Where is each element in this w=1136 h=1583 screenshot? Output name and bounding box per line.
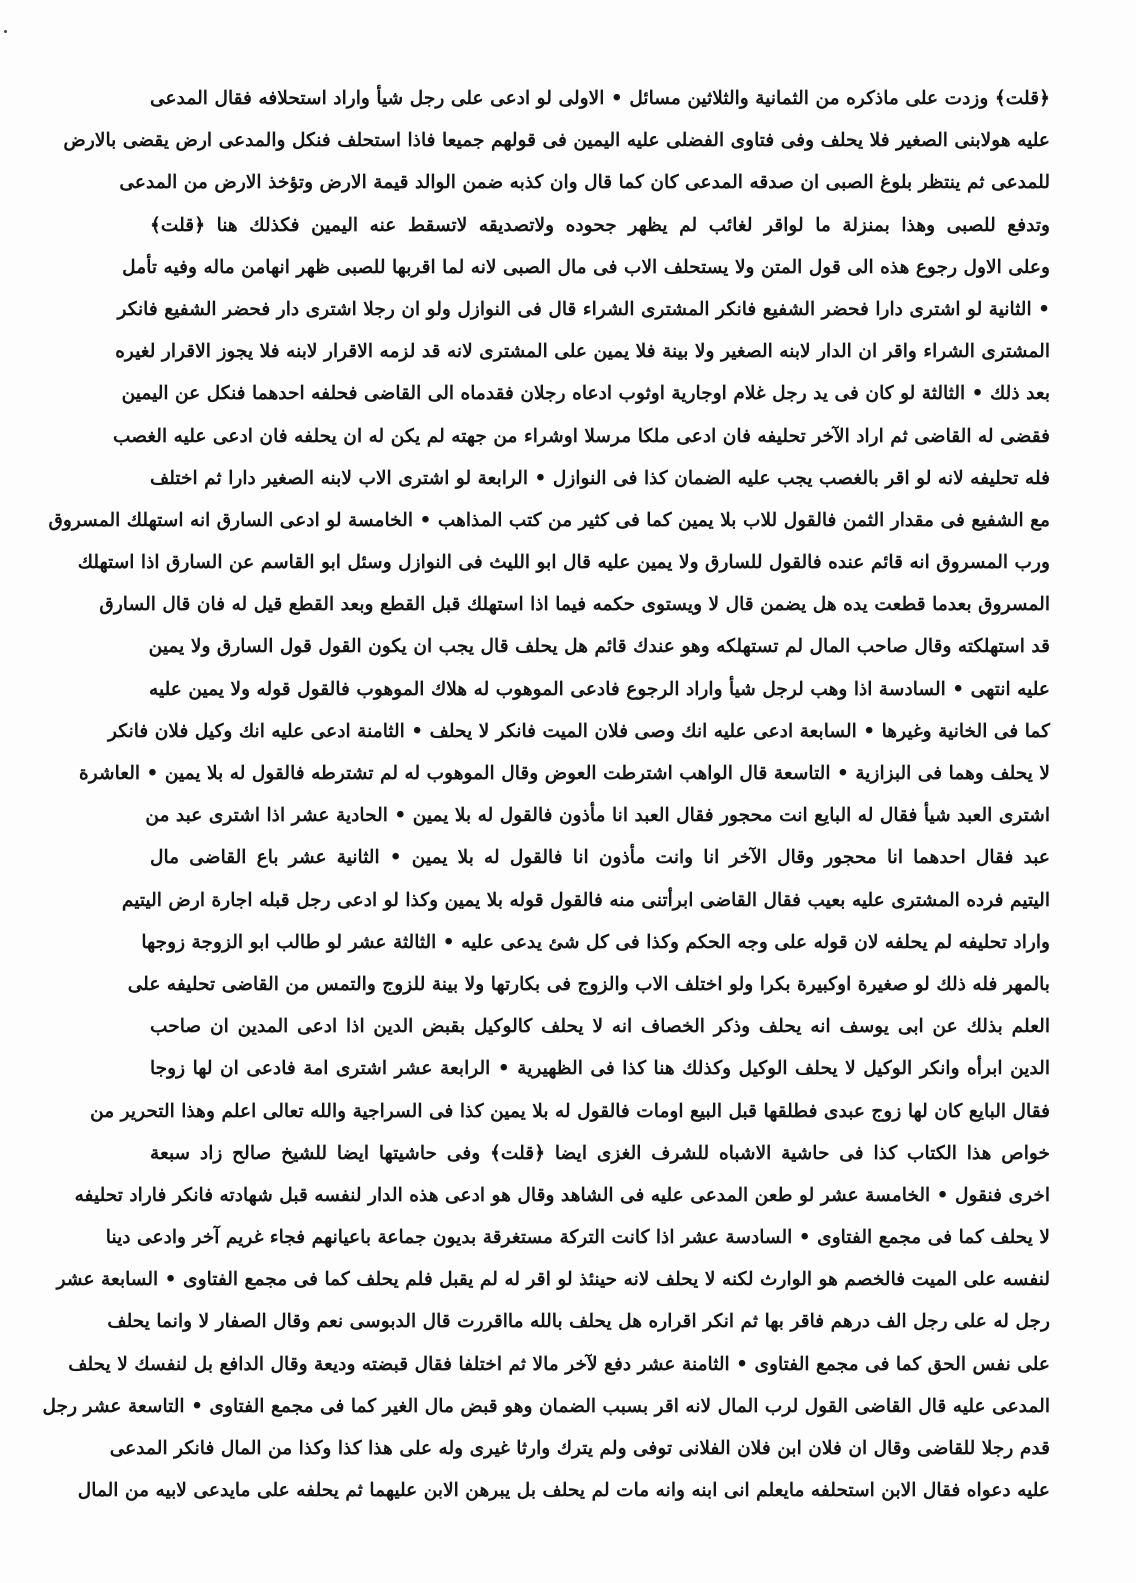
text-line: اشترى العبد شيأ فقال له البايع انت محجور فقال العبد انا مأذون فالقول له بلا يمين • الحادية عشر اذا اشترى عبد من xyxy=(145,805,1050,827)
text-line: قدم رجلا للقاضى وقال ان فلان ابن فلان الفلانى توفى ولم يترك وارثا غيرى وله على هذا كذا وكذا من المال فانكر المدعى xyxy=(109,1438,1050,1459)
text-line: • الثانية لو اشترى دارا فحضر الشفيع فانكر المشترى الشراء قال فى النوازل ولو ان رجلا اشترى دار فحضر الشفيع فانكر xyxy=(117,298,1050,320)
text-line: لا يحلف وهما فى البزازية • التاسعة قال الواهب اشترطت العوض وقال الموهوب له لم تشترطه فالقول له بلا يمين • العاشرة xyxy=(79,763,1050,784)
text-line: المسروق بعدما قطعت يده هل يضمن قال لا ويستوى حكمه فيما اذا استهلك قبل القطع وبعد القطع قيل له فان قال السارق xyxy=(99,594,1050,616)
text-line: فقال البايع كان لها زوج عبدى فطلقها قبل البيع اومات فالقول له بلا يمين كذا فى السراجية والله تعالى اعلم وهذا التحرير من xyxy=(90,1100,1050,1122)
text-line: وعلى الاول رجوع هذه الى قول المتن ولا يستحلف الاب فى مال الصبى لانه لما اقربها للصبى ظهر انهامن ماله وفيه تأمل xyxy=(122,256,1050,278)
text-line: المشترى الشراء واقر ان الدار لابنه الصغير ولا بينة فلا يمين على المشترى لانه قد لزمه الاقرار لابنه فلا يجوز الاقرار لغيره xyxy=(115,341,1050,363)
text-line: خواص هذا الكتاب كذا فى حاشية الاشباه للشرف الغزى ايضا ﴿قلت﴾ وفى حاشيتها ايضا للشيخ صالح زاد سبعة xyxy=(150,1142,1050,1164)
margin-dot xyxy=(4,30,7,33)
text-line: وتدفع للصبى وهذا بمنزلة ما لواقر لغائب لم يظهر جحوده ولاتصديقه لاتسقط عنه اليمين فكذلك هنا ﴿قلت﴾ xyxy=(150,214,1050,236)
text-line: اخرى فنقول • الخامسة عشر لو طعن المدعى عليه فى الشاهد وقال هو ادعى هذه الدار لنفسه قبل شهادته فانكر فاراد تحليفه xyxy=(74,1184,1050,1206)
text-line: عبد فقال احدهما انا محجور وقال الآخر انا وانت مأذون انا فالقول له بلا يمين • الثانية عشر باع القاضى مال xyxy=(150,847,1050,869)
text-line: عليه هولابنى الصغير فلا يحلف وفى فتاوى الفضلى عليه اليمين فى قولهم جميعا فاذا استحلف فنكل والمدعى ارض يقضى بالارض xyxy=(63,130,1050,152)
text-line: ﴿قلت﴾ وزدت على ماذكره من الثمانية والثلاثين مسائل • الاولى لو ادعى على رجل شيأ واراد استحلافه فقال المدعى xyxy=(150,88,1050,109)
text-line: بعد ذلك • الثالثة لو كان فى يد رجل غلام اوجارية اوثوب ادعاه رجلان فقدماه الى القاضى فحلفه احدهما فنكل عن اليمين xyxy=(121,383,1050,405)
text-line: كما فى الخانية وغيرها • السابعة ادعى عليه انك وصى فلان الميت فانكر لا يحلف • الثامنة ادعى عليه انك وكيل فلان فانكر xyxy=(108,720,1050,742)
text-block xyxy=(42,78,1050,1512)
text-line: على نفس الحق كما فى مجمع الفتاوى • الثامنة عشر دفع لآخر مالا ثم اختلفا فقال قبضته وديعة وقال الدافع بل لنفسك لا يحلف xyxy=(68,1353,1050,1375)
text-line: للمدعى ثم ينتظر بلوغ الصبى ان صدقه المدعى كان كما قال وان كذبه ضمن الوالد قيمة الارض وتؤخذ الارض من المدعى xyxy=(119,172,1050,194)
text-line: عليه انتهى • السادسة اذا وهب لرجل شيأ واراد الرجوع فادعى الموهوب له هلاك الموهوب فالقول قوله ولا يمين عليه xyxy=(149,678,1050,700)
text-line: الدين ابرأه وانكر الوكيل لا يحلف الوكيل وكذلك هنا كذا فى الظهيرية • الرابعة عشر اشترى امة فادعى ان لها زوجا xyxy=(150,1058,1050,1080)
text-line: بالمهر فله ذلك لو صغيرة اوكبيرة بكرا ولو اختلف الاب والزوج فى بكارتها ولا بينة للزوج والتمس من القاضى تحليفه على xyxy=(127,973,1050,995)
text-line: لنفسه على الميت فالخصم هو الوارث لكنه لا يحلف لانه حينئذ لو اقر له لم يقبل فلم يحلف كما فى مجمع الفتاوى • السابعة عشر xyxy=(56,1269,1050,1291)
text-line: اليتيم فرده المشترى عليه بعيب فقال القاضى ابرأتنى منه فالقول قوله بلا يمين وكذا لو ادعى رجل قبله اجارة ارض اليتيم xyxy=(121,889,1050,911)
text-line: مع الشفيع فى مقدار الثمن فالقول للاب بلا يمين كما فى كثير من كتب المذاهب • الخامسة لو ادعى السارق انه استهلك المسروق xyxy=(48,509,1050,531)
text-line: العلم بذلك عن ابى يوسف انه يحلف وذكر الخصاف انه لا يحلف كالوكيل بقبض الدين اذا ادعى المدين ان صاحب xyxy=(150,1016,1050,1038)
text-line: عليه دعواه فقال الابن استحلفه مايعلم انى ابنه وانه مات لم يحلف بل يبرهن الابن عليهما ثم يحلفه على مايدعى لابيه من المال xyxy=(77,1480,1050,1502)
text-line: فله تحليفه لانه لو اقر بالغصب يجب عليه الضمان كذا فى النوازل • الرابعة لو اشترى الاب لابنه الصغير دارا ثم اختلف xyxy=(150,467,1050,489)
text-line: المدعى عليه قال القاضى القول لرب المال لانه اقر بسبب الضمان وهو قبض مال الغير كما فى مجمع الفتاوى • التاسعة عشر رجل xyxy=(42,1395,1050,1417)
text-line: رجل له على رجل الف درهم فاقر بها ثم انكر اقراره هل يحلف بالله مااقررت قال الدبوسى نعم وقال الصفار لا وانما يحلف xyxy=(107,1311,1050,1333)
text-line: قد استهلكته وقال صاحب المال لم تستهلكه وهو عندك قائم هل يحلف قال يجب ان يكون القول قول السارق ولا يمين xyxy=(148,636,1050,658)
text-line: واراد تحليفه لم يحلفه لان قوله على وجه الحكم وكذا فى كل شئ يدعى عليه • الثالثة عشر لو طالب ابو الزوجة زوجها xyxy=(141,931,1050,953)
text-line: لا يحلف كما فى مجمع الفتاوى • السادسة عشر اذا كانت التركة مستغرقة بديون جماعة باعيانهم فجاء غريم آخر وادعى دينا xyxy=(105,1227,1050,1249)
text-line: ورب المسروق انه قائم عنده فالقول للسارق ولا يمين عليه قال ابو الليث فى النوازل وسئل ابو القاسم عن السارق اذا استهلك xyxy=(77,552,1050,574)
text-line: فقضى له القاضى ثم اراد الآخر تحليفه فان ادعى ملكا مرسلا اوشراء من جهته لم يكن له ان يحلفه فان ادعى عليه الغصب xyxy=(112,425,1050,447)
